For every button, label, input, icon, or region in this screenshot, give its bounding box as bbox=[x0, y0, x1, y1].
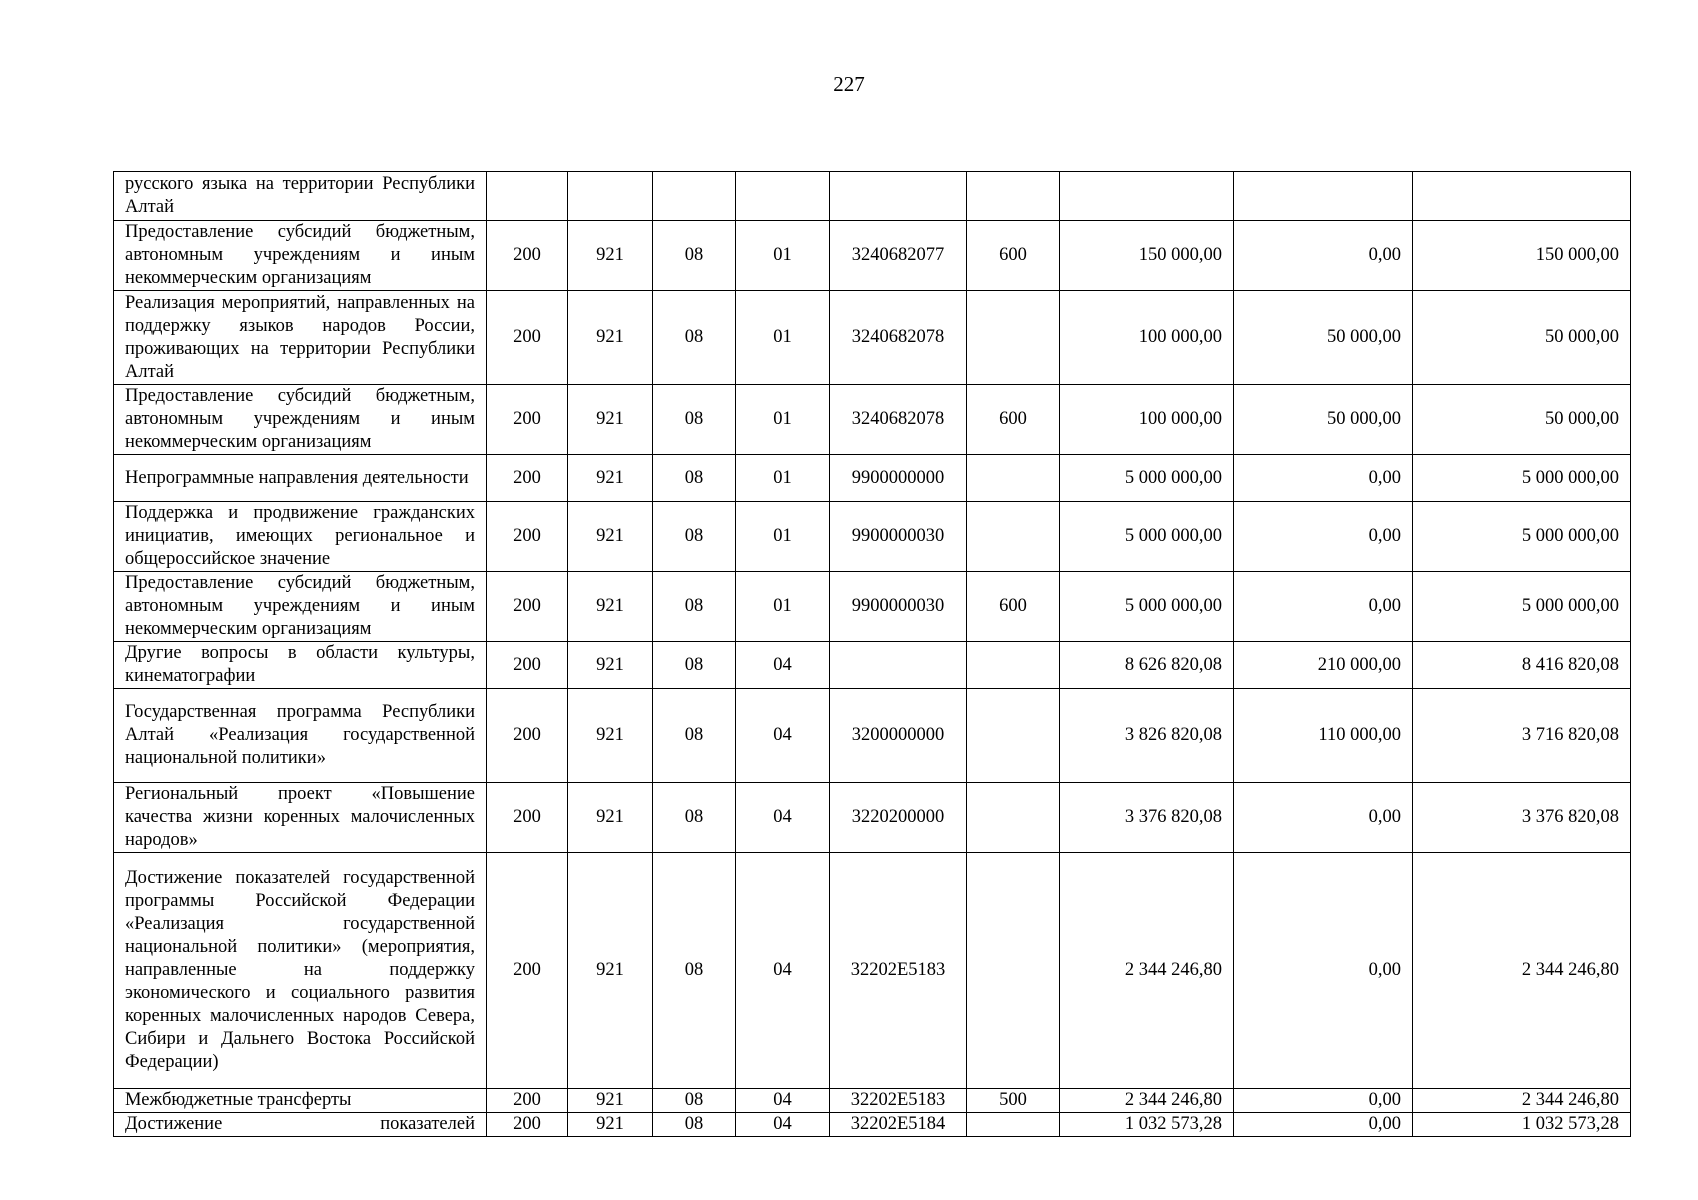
cell-gr: 200 bbox=[487, 221, 568, 291]
cell-csr: 3200000000 bbox=[830, 689, 967, 783]
table-row bbox=[114, 291, 1631, 385]
table-row bbox=[114, 172, 1631, 221]
cell-rz: 08 bbox=[653, 291, 736, 385]
cell-gr: 200 bbox=[487, 783, 568, 853]
cell-own: 3 716 820,08 bbox=[1413, 689, 1631, 783]
cell-csr bbox=[830, 642, 967, 689]
cell-gr: 200 bbox=[487, 385, 568, 455]
cell-gr: 200 bbox=[487, 455, 568, 502]
cell-vr: 500 bbox=[967, 1089, 1060, 1113]
cell-csr: 32202E5183 bbox=[830, 853, 967, 1089]
cell-ved: 921 bbox=[568, 1089, 653, 1113]
table-row bbox=[114, 455, 1631, 502]
cell-ved: 921 bbox=[568, 1113, 653, 1137]
cell-rz: 08 bbox=[653, 572, 736, 642]
cell-vr: 600 bbox=[967, 572, 1060, 642]
cell-vr bbox=[967, 455, 1060, 502]
cell-fed: 0,00 bbox=[1234, 1113, 1413, 1137]
cell-own: 50 000,00 bbox=[1413, 291, 1631, 385]
cell-csr: 32202E5183 bbox=[830, 1089, 967, 1113]
cell-csr: 9900000030 bbox=[830, 502, 967, 572]
cell-ved: 921 bbox=[568, 221, 653, 291]
cell-own: 1 032 573,28 bbox=[1413, 1113, 1631, 1137]
cell-own: 8 416 820,08 bbox=[1413, 642, 1631, 689]
cell-ved: 921 bbox=[568, 572, 653, 642]
row-name: Межбюджетные трансферты bbox=[114, 1089, 487, 1113]
cell-fed bbox=[1234, 172, 1413, 221]
cell-ved: 921 bbox=[568, 853, 653, 1089]
cell-vr: 600 bbox=[967, 221, 1060, 291]
cell-vr bbox=[967, 172, 1060, 221]
cell-vr bbox=[967, 689, 1060, 783]
cell-fed: 50 000,00 bbox=[1234, 385, 1413, 455]
cell-pr: 04 bbox=[736, 642, 830, 689]
cell-csr: 9900000030 bbox=[830, 572, 967, 642]
cell-fed: 110 000,00 bbox=[1234, 689, 1413, 783]
cell-ved: 921 bbox=[568, 783, 653, 853]
cell-rz: 08 bbox=[653, 783, 736, 853]
cell-pr bbox=[736, 172, 830, 221]
budget-table bbox=[113, 171, 1631, 1137]
cell-ved: 921 bbox=[568, 455, 653, 502]
row-name: Другие вопросы в области культуры, кинематографии bbox=[114, 642, 487, 689]
cell-gr: 200 bbox=[487, 1113, 568, 1137]
cell-vr bbox=[967, 502, 1060, 572]
cell-fed: 0,00 bbox=[1234, 572, 1413, 642]
cell-csr: 3240682078 bbox=[830, 385, 967, 455]
cell-rz: 08 bbox=[653, 1089, 736, 1113]
cell-total: 5 000 000,00 bbox=[1060, 502, 1234, 572]
row-name: Предоставление субсидий бюджетным, автономным учреждениям и иным некоммерческим организациям bbox=[114, 221, 487, 291]
cell-fed: 0,00 bbox=[1234, 783, 1413, 853]
row-name: Поддержка и продвижение гражданских инициатив, имеющих региональное и общероссийское значение bbox=[114, 502, 487, 572]
table-row bbox=[114, 1113, 1631, 1137]
cell-total: 2 344 246,80 bbox=[1060, 853, 1234, 1089]
cell-pr: 01 bbox=[736, 385, 830, 455]
table-row bbox=[114, 853, 1631, 1089]
cell-fed: 0,00 bbox=[1234, 502, 1413, 572]
table-row bbox=[114, 1089, 1631, 1113]
cell-fed: 0,00 bbox=[1234, 853, 1413, 1089]
cell-total: 5 000 000,00 bbox=[1060, 572, 1234, 642]
cell-rz: 08 bbox=[653, 1113, 736, 1137]
cell-fed: 0,00 bbox=[1234, 455, 1413, 502]
row-name: Достижение показателей государственной программы Российской Федерации «Реализация государственной национальной политики» (мероприятия, направленные на поддержку экономического и социального развития коренных малочисленных народов Севера, Сибири и Дальнего Востока Российской Федерации) bbox=[114, 853, 487, 1089]
cell-total: 1 032 573,28 bbox=[1060, 1113, 1234, 1137]
cell-ved: 921 bbox=[568, 642, 653, 689]
cell-own: 5 000 000,00 bbox=[1413, 572, 1631, 642]
cell-own: 150 000,00 bbox=[1413, 221, 1631, 291]
cell-pr: 04 bbox=[736, 1113, 830, 1137]
cell-vr bbox=[967, 853, 1060, 1089]
cell-total: 5 000 000,00 bbox=[1060, 455, 1234, 502]
cell-pr: 04 bbox=[736, 853, 830, 1089]
cell-pr: 01 bbox=[736, 291, 830, 385]
cell-vr bbox=[967, 291, 1060, 385]
cell-pr: 01 bbox=[736, 455, 830, 502]
cell-gr: 200 bbox=[487, 572, 568, 642]
cell-csr: 3240682077 bbox=[830, 221, 967, 291]
table-row bbox=[114, 221, 1631, 291]
cell-fed: 0,00 bbox=[1234, 1089, 1413, 1113]
cell-pr: 04 bbox=[736, 689, 830, 783]
cell-gr: 200 bbox=[487, 291, 568, 385]
cell-vr: 600 bbox=[967, 385, 1060, 455]
cell-vr bbox=[967, 783, 1060, 853]
cell-csr: 3220200000 bbox=[830, 783, 967, 853]
row-name: Предоставление субсидий бюджетным, автономным учреждениям и иным некоммерческим организациям bbox=[114, 385, 487, 455]
table-row bbox=[114, 642, 1631, 689]
cell-vr bbox=[967, 1113, 1060, 1137]
cell-csr: 32202E5184 bbox=[830, 1113, 967, 1137]
cell-pr: 04 bbox=[736, 1089, 830, 1113]
cell-own: 2 344 246,80 bbox=[1413, 1089, 1631, 1113]
cell-rz: 08 bbox=[653, 853, 736, 1089]
cell-ved: 921 bbox=[568, 385, 653, 455]
cell-rz: 08 bbox=[653, 689, 736, 783]
cell-own: 2 344 246,80 bbox=[1413, 853, 1631, 1089]
row-name: Реализация мероприятий, направленных на поддержку языков народов России, проживающих на территории Республики Алтай bbox=[114, 291, 487, 385]
table-row bbox=[114, 572, 1631, 642]
cell-gr: 200 bbox=[487, 853, 568, 1089]
cell-total bbox=[1060, 172, 1234, 221]
row-name: Региональный проект «Повышение качества жизни коренных малочисленных народов» bbox=[114, 783, 487, 853]
cell-gr: 200 bbox=[487, 642, 568, 689]
cell-own: 5 000 000,00 bbox=[1413, 455, 1631, 502]
cell-pr: 04 bbox=[736, 783, 830, 853]
cell-total: 150 000,00 bbox=[1060, 221, 1234, 291]
cell-total: 8 626 820,08 bbox=[1060, 642, 1234, 689]
cell-vr bbox=[967, 642, 1060, 689]
table-row bbox=[114, 502, 1631, 572]
cell-total: 3 376 820,08 bbox=[1060, 783, 1234, 853]
cell-rz: 08 bbox=[653, 455, 736, 502]
cell-own: 5 000 000,00 bbox=[1413, 502, 1631, 572]
cell-csr: 9900000000 bbox=[830, 455, 967, 502]
cell-own bbox=[1413, 172, 1631, 221]
cell-ved bbox=[568, 172, 653, 221]
cell-ved: 921 bbox=[568, 502, 653, 572]
cell-rz: 08 bbox=[653, 642, 736, 689]
cell-total: 2 344 246,80 bbox=[1060, 1089, 1234, 1113]
cell-pr: 01 bbox=[736, 572, 830, 642]
cell-fed: 210 000,00 bbox=[1234, 642, 1413, 689]
row-name: русского языка на территории Республики Алтай bbox=[114, 172, 487, 221]
cell-rz: 08 bbox=[653, 221, 736, 291]
cell-fed: 0,00 bbox=[1234, 221, 1413, 291]
cell-rz: 08 bbox=[653, 385, 736, 455]
cell-own: 50 000,00 bbox=[1413, 385, 1631, 455]
cell-ved: 921 bbox=[568, 689, 653, 783]
cell-gr: 200 bbox=[487, 1089, 568, 1113]
cell-gr: 200 bbox=[487, 689, 568, 783]
cell-pr: 01 bbox=[736, 221, 830, 291]
row-name: Государственная программа Республики Алтай «Реализация государственной национальной политики» bbox=[114, 689, 487, 783]
cell-pr: 01 bbox=[736, 502, 830, 572]
cell-gr: 200 bbox=[487, 502, 568, 572]
cell-own: 3 376 820,08 bbox=[1413, 783, 1631, 853]
row-name: Предоставление субсидий бюджетным, автономным учреждениям и иным некоммерческим организациям bbox=[114, 572, 487, 642]
table-body bbox=[114, 172, 1631, 1137]
cell-rz: 08 bbox=[653, 502, 736, 572]
cell-total: 100 000,00 bbox=[1060, 385, 1234, 455]
row-name: Достижение показателей bbox=[114, 1113, 487, 1137]
cell-gr bbox=[487, 172, 568, 221]
row-name: Непрограммные направления деятельности bbox=[114, 455, 487, 502]
table-row bbox=[114, 385, 1631, 455]
cell-csr: 3240682078 bbox=[830, 291, 967, 385]
cell-total: 100 000,00 bbox=[1060, 291, 1234, 385]
cell-fed: 50 000,00 bbox=[1234, 291, 1413, 385]
cell-ved: 921 bbox=[568, 291, 653, 385]
cell-csr bbox=[830, 172, 967, 221]
page-number: 227 bbox=[833, 72, 865, 96]
cell-rz bbox=[653, 172, 736, 221]
table-row bbox=[114, 783, 1631, 853]
cell-total: 3 826 820,08 bbox=[1060, 689, 1234, 783]
table-row bbox=[114, 689, 1631, 783]
